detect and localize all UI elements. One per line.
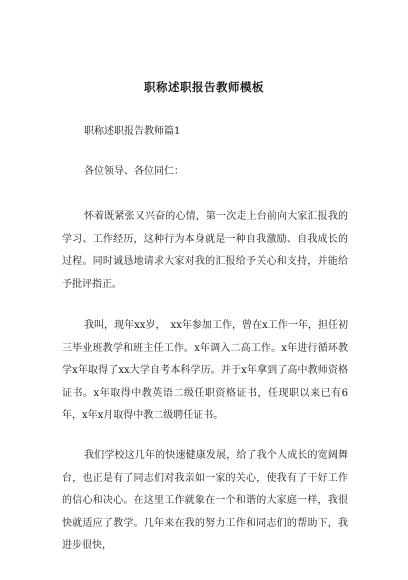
paragraph-background: 我叫，现年xx岁， xx年参加工作，曾在x工作一年，担任初三毕业班教学和班主任工作。x年调入二高工作。x年进行循环教学x年取得了xx大学自考本科学历。并于x年拿到了高中教师资格证书。x年取得中教英语二级任职资格证书，任现职以来已有6年，x年x月取得中教二级聘任证书。 [62, 320, 348, 421]
document-title: 职称述职报告教师模板 [144, 80, 264, 94]
section-subtitle: 职称述职报告教师篇1 [84, 126, 181, 137]
paragraph-intro: 怀着既紧张又兴奋的心情，第一次走上台前向大家汇报我的学习、工作经历，这种行为本身就是一种自我激励、自我成长的过程。同时诚恳地请求大家对我的汇报给予关心和支持，并能给予批评指正。 [62, 211, 348, 290]
salutation: 各位领导、各位同仁： [84, 166, 184, 177]
paragraph-school-development: 我们学校这几年的快速健康发展，给了我个人成长的宽阔舞台，也正是有了同志们对我亲如一家的关心，使我有了干好工作的信心和决心。在这里工作就象在一个和谐的大家庭一样，我很快就适应了教学。几年来在我的努力工作和同志们的帮助下，我进步很快， [62, 450, 348, 551]
